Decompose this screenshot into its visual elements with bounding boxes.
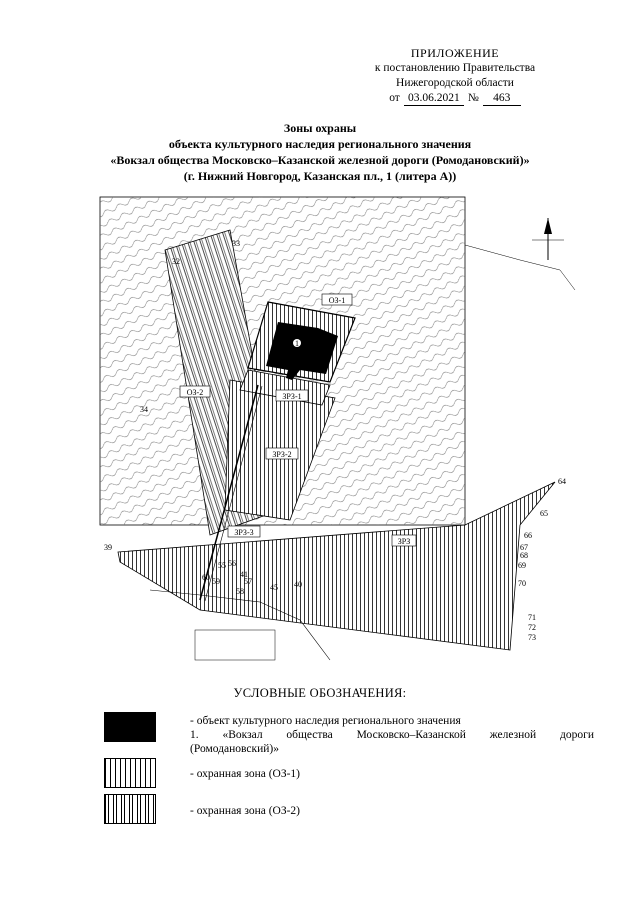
point-label: 41 <box>240 570 248 579</box>
oz1-label: ОЗ-1 <box>328 296 346 305</box>
zrz-label: ЗРЗ <box>397 537 411 546</box>
point-label: 39 <box>104 543 112 552</box>
oz2-swatch <box>104 794 156 824</box>
order-number: 463 <box>483 92 521 106</box>
south-block <box>195 630 275 660</box>
legend-item-object <box>104 712 594 755</box>
point-label: 58 <box>236 587 244 596</box>
point-label: 72 <box>528 623 536 632</box>
protection-zones-map <box>0 190 640 670</box>
point-label: 33 <box>232 239 240 248</box>
legend-object-name-2: (Ромодановский)» <box>190 743 279 755</box>
point-label: 57 <box>244 577 252 586</box>
point-label: 68 <box>520 551 528 560</box>
legend-object-label: - объект культурного наследия регионального значения <box>190 715 461 727</box>
title-line-2: объекта культурного наследия регионального значения <box>168 137 472 151</box>
legend-oz2-text: - охранная зона (ОЗ-2) <box>190 805 301 817</box>
zrz3-label: ЗРЗ-3 <box>234 528 254 537</box>
number-prefix: № <box>467 92 479 104</box>
point-label: 60 <box>202 573 210 582</box>
point-label: 73 <box>528 633 536 642</box>
appendix-title: ПРИЛОЖЕНИЕ <box>410 46 500 60</box>
zrz1-label: ЗРЗ-1 <box>282 392 302 401</box>
appendix-header <box>345 46 565 106</box>
point-label: 56 <box>228 559 236 568</box>
order-line <box>345 91 565 106</box>
document-title <box>60 120 580 184</box>
date-prefix: от <box>389 92 400 104</box>
point-label: 71 <box>528 613 536 622</box>
title-line-3: «Вокзал общества Московско–Казанской железной дороги (Ромодановский)» <box>110 153 530 167</box>
legend-item-oz2 <box>104 794 594 828</box>
legend-heading: УСЛОВНЫЕ ОБОЗНАЧЕНИЯ: <box>233 686 407 700</box>
appendix-line-2: Нижегородской области <box>396 77 514 89</box>
point-label: 64 <box>558 477 566 486</box>
point-label: 65 <box>540 509 548 518</box>
point-label: 40 <box>294 580 302 589</box>
east-boundary <box>465 245 575 290</box>
zrz2-label: ЗРЗ-2 <box>272 450 292 459</box>
north-arrow-icon <box>532 218 564 260</box>
point-label: 66 <box>524 531 532 540</box>
object-swatch <box>104 712 156 742</box>
point-label: 45 <box>270 583 278 592</box>
point-label: 67 <box>520 543 528 552</box>
appendix-line-1: к постановлению Правительства <box>374 62 536 74</box>
oz1-swatch <box>104 758 156 788</box>
point-label: 59 <box>212 577 220 586</box>
legend-item-oz1 <box>104 758 594 792</box>
point-label: 55 <box>218 561 226 570</box>
legend-oz1-text: - охранная зона (ОЗ-1) <box>190 768 301 780</box>
point-label: 34 <box>140 405 148 414</box>
object-number: 1 <box>295 339 299 348</box>
point-label: 70 <box>518 579 526 588</box>
point-label: 69 <box>518 561 526 570</box>
point-label: 32 <box>172 257 180 266</box>
order-date: 03.06.2021 <box>404 92 464 106</box>
title-line-1: Зоны охраны <box>283 121 357 135</box>
legend-object-text <box>190 714 594 756</box>
legend-object-name: 1. «Вокзал общества Московско–Казанской железной дороги <box>190 729 594 741</box>
title-line-4: (г. Нижний Новгород, Казанская пл., 1 (литера А)) <box>183 169 457 183</box>
oz2-label: ОЗ-2 <box>186 388 204 397</box>
